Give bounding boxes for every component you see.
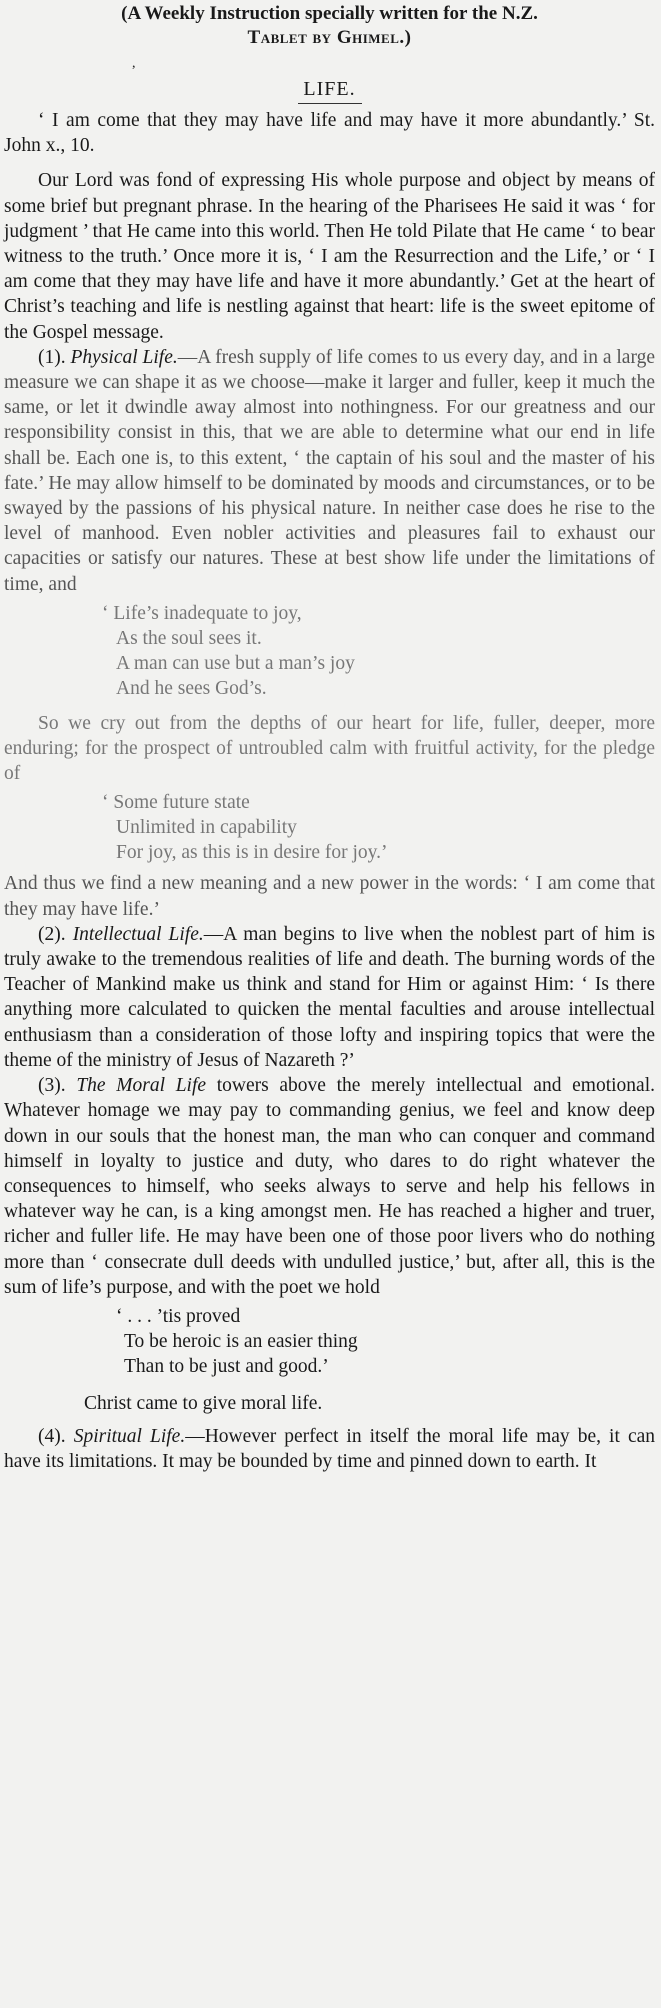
section-4-text: —However perfect in itself the moral life may be, it can have its limitations. It may be bounded by time and pinned down to earth. It <box>4 1426 655 1473</box>
poem-line: As the soul sees it. <box>116 627 262 649</box>
poem-line: To be heroic is an easier thing <box>124 1330 358 1352</box>
section-1-paragraph <box>4 345 655 597</box>
poem-line: A man can use but a man’s joy <box>116 652 355 674</box>
section-3-closing: Christ came to give moral life. <box>84 1392 323 1414</box>
header-line-1: (A Weekly Instruction specially written for the N.Z. <box>121 3 538 24</box>
section-2-number: (2). <box>38 923 66 945</box>
intro-paragraph: Our Lord was fond of expressing His whole purpose and object by means of some brief but pregnant phrase. In the hearing of the Pharisees He said it was ‘ for judgment ’ that He came into this world. Then He told Pilate that He came ‘ to bear witness to the truth.’ Once more it is, ‘ I am the Resurrection and the Life,’ or ‘ I am come that they may have life and have it more abundantly.’ Get at the heart of Christ’s teaching and life is nestling against that heart: life is the sweet epitome of the Gospel message. <box>4 170 655 343</box>
section-3-number: (3). <box>38 1075 66 1097</box>
section-4-heading: Spiritual Life. <box>73 1426 186 1448</box>
section-3-heading: The Moral Life <box>76 1075 207 1097</box>
section-1-poem-2 <box>4 790 655 865</box>
section-4-paragraph <box>4 1424 655 1474</box>
section-2-heading: Intellectual Life. <box>72 923 204 945</box>
section-2-text: —A man begins to live when the noblest part of him is truly awake to the tremendous realities of life and death. The burning words of the Teacher of Mankind make us think and stand for Him or against Him: ‘ Is there anything more calculated to quicken the mental faculties and arouse intellectual enthusiasm than a consideration of those lofty and inspiring topics that were the theme of the ministry of Jesus of Nazareth ?’ <box>4 923 655 1071</box>
column-header <box>4 0 655 50</box>
section-1-heading: Physical Life. <box>70 346 178 368</box>
section-1-number: (1). <box>38 346 66 368</box>
print-mark: , <box>132 56 136 71</box>
section-1-text-2: So we cry out from the depths of our heart for life, fuller, deeper, more enduring; for the prospect of untroubled calm with fruitful activity, for the pledge of <box>4 712 655 785</box>
section-3-poem <box>4 1304 655 1379</box>
section-3-paragraph <box>4 1073 655 1300</box>
poem-line: Than to be just and good.’ <box>124 1355 329 1377</box>
poem-line: ‘ Life’s inadequate to joy, <box>102 602 302 624</box>
poem-line: ‘ . . . ’tis proved <box>116 1305 241 1327</box>
section-1-text-3: And thus we find a new meaning and a new power in the words: ‘ I am come that they may have life.’ <box>4 873 655 920</box>
poem-line: ‘ Some future state <box>102 792 250 814</box>
poem-line: And he sees God’s. <box>116 677 267 699</box>
poem-line: For joy, as this is in desire for joy.’ <box>116 842 388 864</box>
epigraph: ‘ I am come that they may have life and may have it more abundantly.’ St. John x., 10. <box>4 110 655 157</box>
section-3-text: towers above the merely intellectual and emotional. Whatever homage we may pay to commanding genius, we feel and know deep down in our souls that the honest man, the man who can conquer and command himself in loyalty to justice and duty, who dares to do right whatever the consequences to himself, who seeks always to serve and help his fellows in whatever way he can, is a king amongst men. He has reached a higher and truer, richer and fuller life. He may have been one of those poor livers who do nothing more than ‘ consecrate dull deeds with undulled justice,’ but, after all, this is the sum of life’s purpose, and with the poet we hold <box>4 1075 655 1298</box>
poem-line: Unlimited in capability <box>116 817 297 839</box>
section-4-number: (4). <box>38 1426 66 1448</box>
header-line-2: Tablet by Ghimel.) <box>247 27 412 48</box>
section-2-paragraph <box>4 922 655 1073</box>
section-1-poem <box>4 601 655 701</box>
article-title: LIFE. <box>4 78 655 104</box>
section-1-text: —A fresh supply of life comes to us every day, and in a large measure we can shape it as we choose—make it larger and fuller, keep it much the same, or let it dwindle away almost into nothingness. For our greatness and our responsibility consist in this, that we are able to determine what our end in life shall be. Each one is, to this extent, ‘ the captain of his soul and the master of his fate.’ He may allow himself to be dominated by moods and circumstances, or to be swayed by the passions of his physical nature. In neither case does he rise to the level of manhood. Even nobler activities and pleasures fail to exhaust our capacities or satisfy our natures. These at best show life under the limitations of time, and <box>4 346 655 595</box>
